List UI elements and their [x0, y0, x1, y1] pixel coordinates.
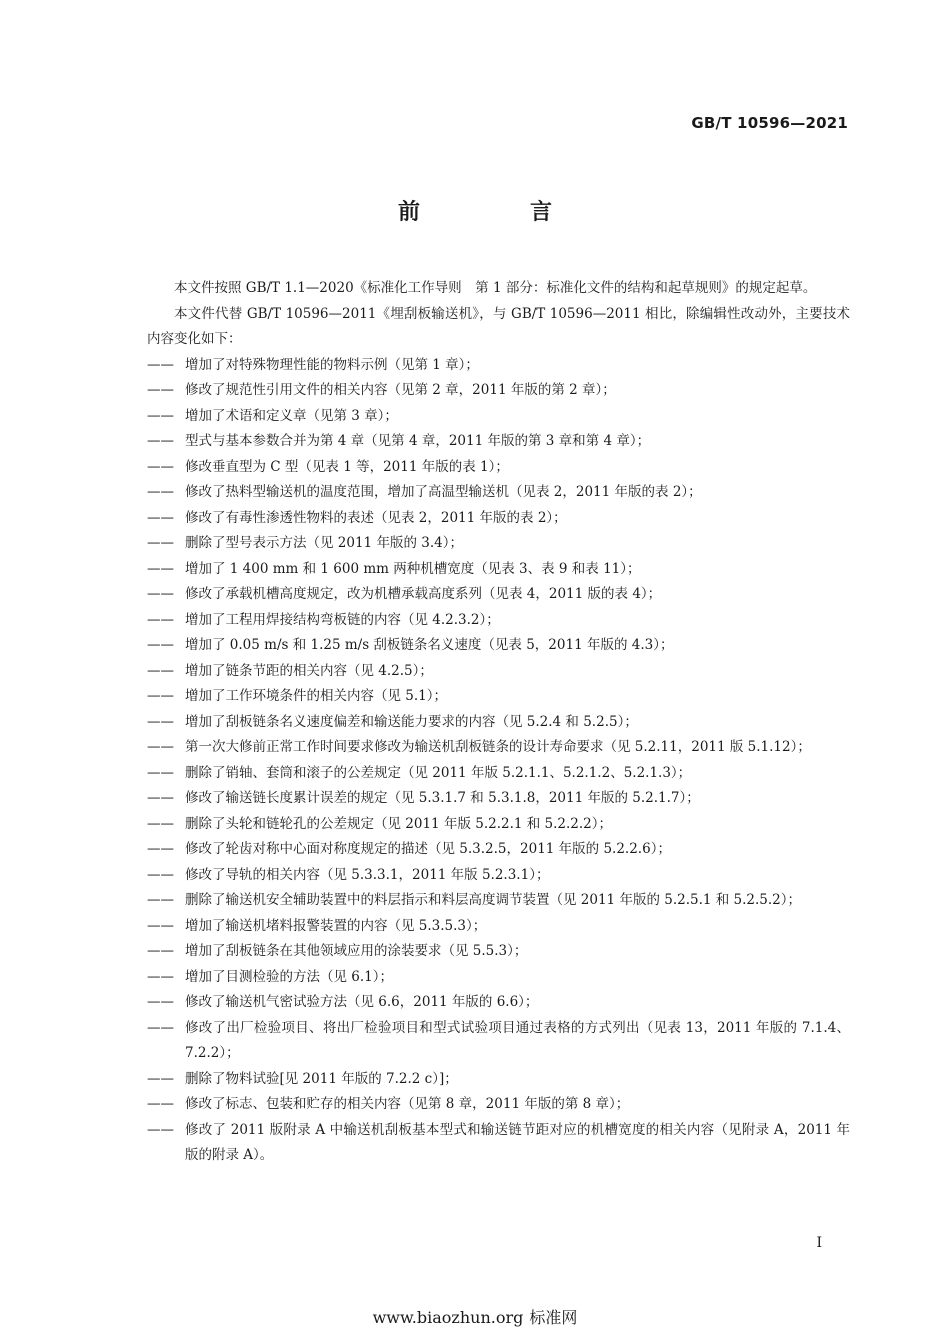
dash-marker: ——: [147, 1096, 174, 1112]
footer: [0, 1305, 950, 1328]
change-item-text: 增加了刮板链条在其他领域应用的涂装要求（见 5.5.3）；: [185, 943, 528, 959]
dash-marker: ——: [147, 407, 174, 424]
change-item-text: 增加了 0.05 m/s 和 1.25 m/s 刮板链条名义速度（见表 5，2011 年版的 4.3）；: [185, 637, 674, 653]
change-item-text: 删除了输送机安全辅助装置中的料层指示和料层高度调节装置（见 2011 年版的 5.2.5.1 和 5.2.5.2）；: [185, 892, 802, 908]
change-item-text: 增加了输送机堵料报警装置的内容（见 5.3.5.3）；: [185, 917, 487, 934]
change-item-text: 修改了标志、包装和贮存的相关内容（见第 8 章，2011 年版的第 8 章）；: [185, 1096, 630, 1112]
change-item: [147, 659, 850, 685]
change-item: [147, 455, 850, 481]
dash-marker: ——: [147, 611, 174, 628]
intro-paragraph: 本文件按照 GB/T 1.1—2020《标准化工作导则 第 1 部分：标准化文件的结构和起草规则》的规定起草。: [174, 280, 817, 296]
change-item-text: 型式与基本参数合并为第 4 章（见第 4 章，2011 年版的第 3 章和第 4 章）；: [185, 433, 651, 449]
change-item-text: 第一次大修前正常工作时间要求修改为输送机刮板链条的设计寿命要求（见 5.2.11，2011 版 5.1.12）；: [185, 739, 811, 755]
footer-site-name: 标准网: [529, 1308, 578, 1327]
page-number: Ⅰ: [816, 1235, 822, 1251]
change-item: [147, 429, 850, 455]
dash-marker: ——: [147, 739, 174, 755]
page-title: 前 言: [397, 200, 596, 225]
dash-marker: ——: [147, 968, 174, 985]
change-item: [147, 837, 850, 863]
dash-marker: ——: [147, 433, 174, 449]
dash-marker: ——: [147, 1070, 174, 1087]
change-item-text: 删除了物料试验[见 2011 年版的 7.2.2 c）]；: [185, 1070, 458, 1087]
change-item: [147, 786, 850, 812]
change-item: [147, 684, 850, 710]
dash-marker: ——: [147, 356, 174, 373]
intro-paragraph: 本文件代替 GB/T 10596—2011《埋刮板输送机》，与 GB/T 10596—2011 相比，除编辑性改动外，主要技术内容变化如下：: [147, 305, 850, 347]
change-item-text: 增加了工程用焊接结构弯板链的内容（见 4.2.3.2）；: [185, 611, 500, 628]
change-item: [147, 761, 850, 787]
change-item-text: 删除了头轮和链轮孔的公差规定（见 2011 年版 5.2.2.1 和 5.2.2.2）；: [185, 815, 613, 832]
standard-code: GB/T 10596—2021: [691, 114, 848, 132]
change-item: [147, 378, 850, 404]
change-item-text: 删除了型号表示方法（见 2011 年版的 3.4）；: [185, 535, 463, 551]
change-item-text: 修改了热料型输送机的温度范围，增加了高温型输送机（见表 2，2011 年版的表 2）；: [185, 484, 702, 500]
change-item: [147, 353, 850, 379]
dash-marker: ——: [147, 535, 174, 551]
change-item: [147, 582, 850, 608]
dash-marker: ——: [147, 994, 174, 1010]
change-item: [147, 735, 850, 761]
dash-marker: ——: [147, 382, 174, 398]
dash-marker: ——: [147, 662, 174, 679]
dash-marker: ——: [147, 560, 174, 577]
change-item: [147, 557, 850, 583]
footer-url[interactable]: www.biaozhun.org: [372, 1308, 524, 1327]
change-item: [147, 633, 850, 659]
change-item-text: 修改垂直型为 C 型（见表 1 等，2011 年版的表 1）；: [185, 458, 509, 475]
change-item-text: 修改了轮齿对称中心面对称度规定的描述（见 5.3.2.5，2011 年版的 5.2.2.6）；: [185, 841, 671, 857]
dash-marker: ——: [147, 637, 174, 653]
change-item: [147, 863, 850, 889]
change-item-text: 修改了规范性引用文件的相关内容（见第 2 章，2011 年版的第 2 章）；: [185, 382, 616, 398]
change-item-text: 修改了 2011 版附录 A 中输送机刮板基本型式和输送链节距对应的机槽宽度的相关内容（见附录 A，2011 年版的附录 A）。: [185, 1121, 850, 1163]
change-item: [147, 965, 850, 991]
change-item: [147, 1067, 850, 1093]
dash-marker: ——: [147, 688, 174, 704]
change-item: [147, 990, 850, 1016]
change-item: [147, 404, 850, 430]
change-item-text: 增加了对特殊物理性能的物料示例（见第 1 章）；: [185, 356, 479, 373]
dash-marker: ——: [147, 713, 174, 730]
change-item: [147, 1016, 850, 1067]
change-item-text: 删除了销轴、套筒和滚子的公差规定（见 2011 年版 5.2.1.1、5.2.1.2、5.2.1.3）；: [185, 764, 692, 781]
change-item: [147, 812, 850, 838]
dash-marker: ——: [147, 815, 174, 832]
change-item-text: 增加了链条节距的相关内容（见 4.2.5）；: [185, 662, 433, 679]
dash-marker: ——: [147, 586, 174, 602]
change-item-text: 修改了承载机槽高度规定，改为机槽承载高度系列（见表 4，2011 版的表 4）；: [185, 586, 662, 602]
change-item: [147, 710, 850, 736]
dash-marker: ——: [147, 917, 174, 934]
change-item: [147, 914, 850, 940]
change-item: [147, 1092, 850, 1118]
change-item-text: 增加了工作环境条件的相关内容（见 5.1）；: [185, 688, 448, 704]
change-item: [147, 608, 850, 634]
dash-marker: ——: [147, 458, 174, 475]
change-item: [147, 939, 850, 965]
dash-marker: ——: [147, 790, 174, 806]
change-item: [147, 1118, 850, 1169]
dash-marker: ——: [147, 509, 174, 526]
change-item-text: 增加了术语和定义章（见第 3 章）；: [185, 407, 398, 424]
change-item: [147, 480, 850, 506]
change-item: [147, 888, 850, 914]
dash-marker: ——: [147, 943, 174, 959]
dash-marker: ——: [147, 866, 174, 883]
dash-marker: ——: [147, 841, 174, 857]
change-item-text: 修改了输送机气密试验方法（见 6.6，2011 年版的 6.6）；: [185, 994, 539, 1010]
dash-marker: ——: [147, 892, 174, 908]
change-item-text: 增加了刮板链条名义速度偏差和输送能力要求的内容（见 5.2.4 和 5.2.5）；: [185, 713, 638, 730]
change-item: [147, 531, 850, 557]
changes-list: [147, 353, 850, 1169]
change-item-text: 增加了目测检验的方法（见 6.1）；: [185, 968, 394, 985]
change-item-text: 修改了出厂检验项目、将出厂检验项目和型式试验项目通过表格的方式列出（见表 13，2011 年版的 7.1.4、7.2.2）；: [185, 1019, 850, 1061]
change-item-text: 增加了 1 400 mm 和 1 600 mm 两种机槽宽度（见表 3、表 9 和表 11）；: [185, 560, 641, 577]
foreword-body: [147, 276, 850, 1169]
change-item-text: 修改了导轨的相关内容（见 5.3.3.1，2011 年版 5.2.3.1）；: [185, 866, 550, 883]
dash-marker: ——: [147, 764, 174, 781]
change-item-text: 修改了有毒性渗透性物料的表述（见表 2，2011 年版的表 2）；: [185, 509, 567, 526]
dash-marker: ——: [147, 1121, 174, 1138]
dash-marker: ——: [147, 1019, 174, 1036]
change-item: [147, 506, 850, 532]
dash-marker: ——: [147, 484, 174, 500]
change-item-text: 修改了输送链长度累计误差的规定（见 5.3.1.7 和 5.3.1.8，2011 年版的 5.2.1.7）；: [185, 790, 700, 806]
